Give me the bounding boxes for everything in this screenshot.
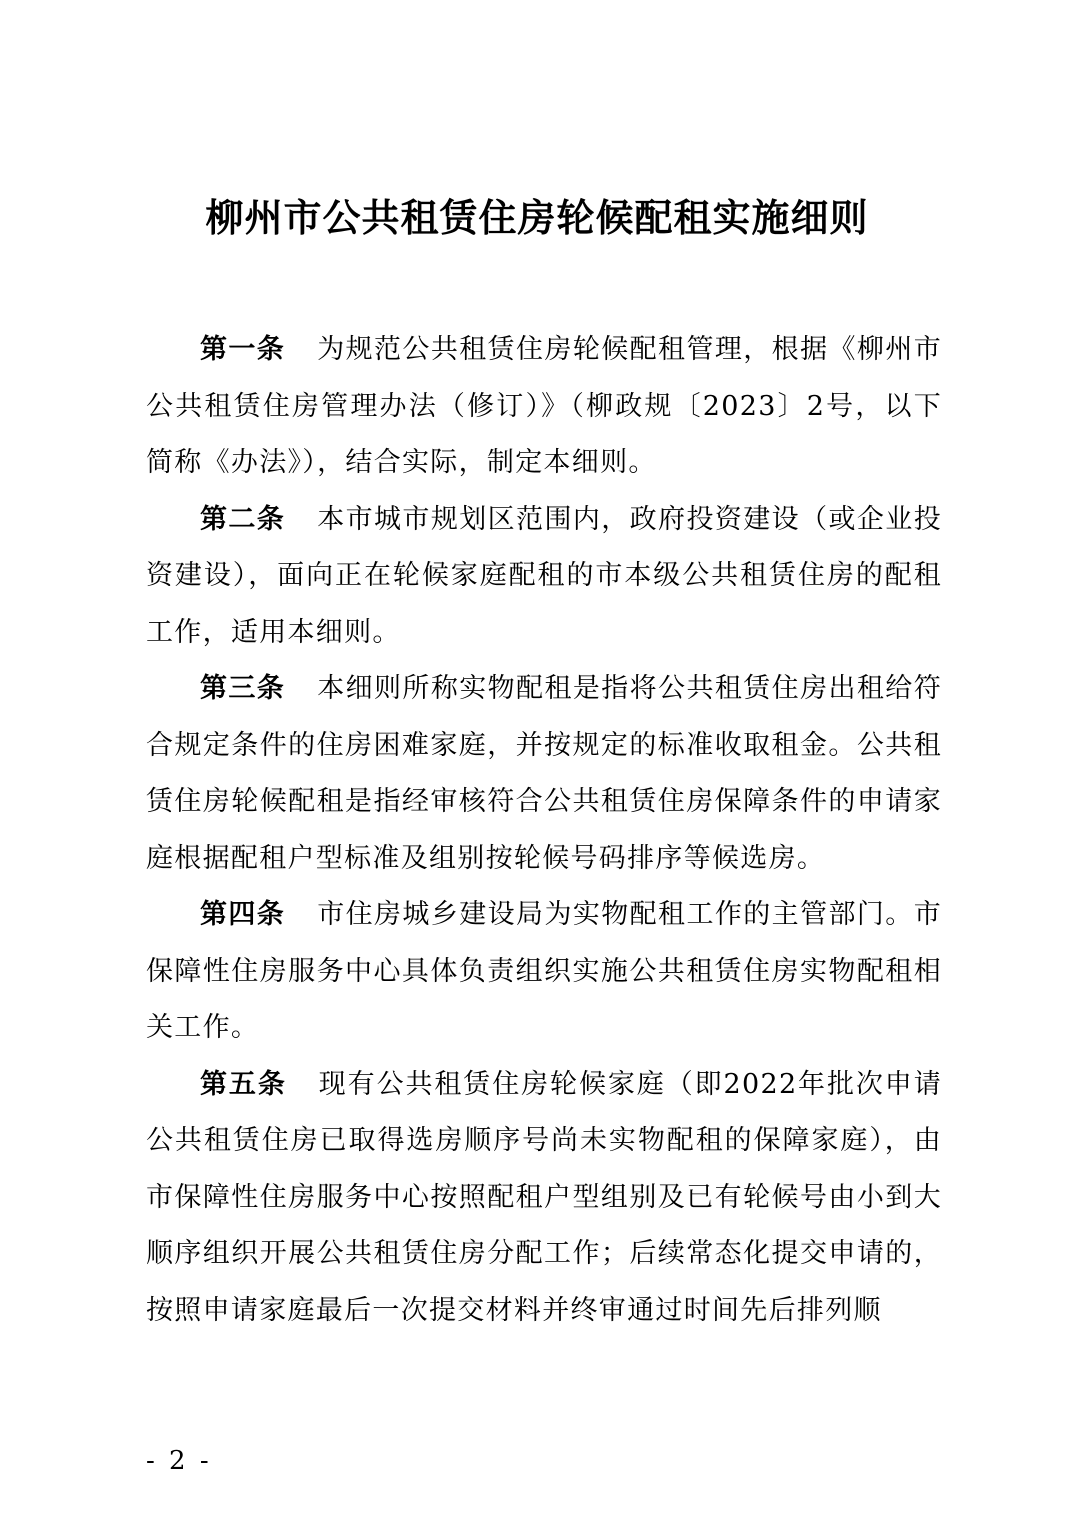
page-number: - 2 - bbox=[146, 1446, 212, 1476]
document-body bbox=[146, 322, 942, 1339]
article-label: 第二条 bbox=[200, 503, 286, 535]
article-label: 第一条 bbox=[200, 334, 286, 365]
article-text: 为规范公共租赁住房轮候配租管理，根据《柳州市公共租赁住房管理办法（修订）》（柳政规〔2023〕2号，以下简称《办法》），结合实际，制定本细则。 bbox=[146, 334, 942, 478]
article-4 bbox=[146, 887, 942, 1057]
document-title: 柳州市公共租赁住房轮候配租实施细则 bbox=[205, 195, 869, 240]
article-text: 本细则所称实物配租是指将公共租赁住房出租给符合规定条件的住房困难家庭，并按规定的标准收取租金。公共租赁住房轮候配租是指经审核符合公共租赁住房保障条件的申请家庭根据配租户型标准及组别按轮候号码排序等候选房。 bbox=[146, 673, 942, 874]
article-3 bbox=[146, 661, 942, 887]
article-text: 现有公共租赁住房轮候家庭（即2022年批次申请公共租赁住房已取得选房顺序号尚未实物配租的保障家庭），由市保障性住房服务中心按照配租户型组别及已有轮候号由小到大顺序组织开展公共租赁住房分配工作；后续常态化提交申请的，按照申请家庭最后一次提交材料并终审通过时间先后排列顺 bbox=[146, 1068, 942, 1326]
article-5 bbox=[146, 1057, 942, 1340]
article-text: 本市城市规划区范围内，政府投资建设（或企业投资建设），面向正在轮候家庭配租的市本级公共租赁住房的配租工作，适用本细则。 bbox=[146, 503, 942, 648]
article-label: 第三条 bbox=[200, 673, 286, 704]
article-label: 第五条 bbox=[200, 1068, 287, 1100]
article-2 bbox=[146, 492, 942, 662]
article-1 bbox=[146, 322, 942, 492]
article-text: 市住房城乡建设局为实物配租工作的主管部门。市保障性住房服务中心具体负责组织实施公共租赁住房实物配租相关工作。 bbox=[146, 899, 942, 1043]
article-label: 第四条 bbox=[200, 899, 286, 930]
